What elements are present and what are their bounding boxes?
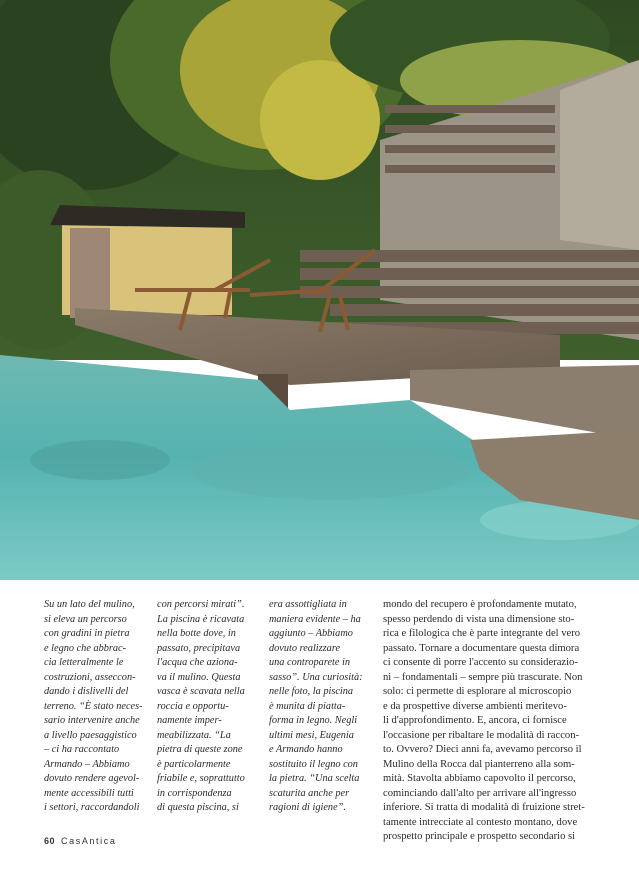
text-column-2: con percorsi mirati”. La piscina è ricavata nella botte dove, in passato, precipitava l'acqua che aziona- va il mulino. Questa vasca è scavata nella roccia e opportu- namente imper- meabilizzata. “La pietra di queste zone è particolarmente friabile e, soprattutto in corrispondenza di questa piscina, si [157,599,245,813]
text-column-1: Su un lato del mulino, si eleva un percorso con gradini in pietra e legno che abbrac- cia letteralmente le costruzioni, asseccon- dando i dislivelli del terreno. “È stato neces- sario intervenire anche a livello paesaggistico – ci ha raccontato Armando – Abbiamo dovuto rendere agevol- mente accessibili tutti i settori, raccordandoli [44,599,143,813]
text-column-3: era assottigliata in maniera evidente – ha aggiunto – Abbiamo dovuto realizzare una controparete in sasso”. Una curiosità: nelle foto, la piscina è munita di piatta- forma in legno. Negli ultimi mesi, Eugenia e Armando hanno sostituito il legno con la pietra. “Una scelta scaturita anche per ragioni di igiene”. [269,599,363,813]
page-footer [44,836,116,846]
text-column-4: mondo del recupero è profondamente mutato, spesso perdendo di vista una dimensione sto- rica e filologica che è parte integrante del vero passato. Tornare a documentare questa dimora ci consente di porre l'accento su considerazio- ni – fondamentali – sempre più trascurate. Non solo: ci permette di esplorare al microscopio e da prospettive diverse ambienti meritevo- li d'approfondimento. E, ancora, ci fornisce l'occasione per ribaltare le modalità di raccon- to. Ovvero? Dieci anni fa, avevamo percorso il Mulino della Rocca dal pianterreno alla som- mità. Stavolta abbiamo capovolto il percorso, cominciando dall'alto per arrivare all'ingresso inferiore. Si tratta di modalità di fruizione stret- tamente intrecciate al contesto montano, dove prospetto principale e prospetto secondario si [383,599,585,842]
page-number: 60 [44,836,56,846]
magazine-name: CasAntica [61,836,117,846]
